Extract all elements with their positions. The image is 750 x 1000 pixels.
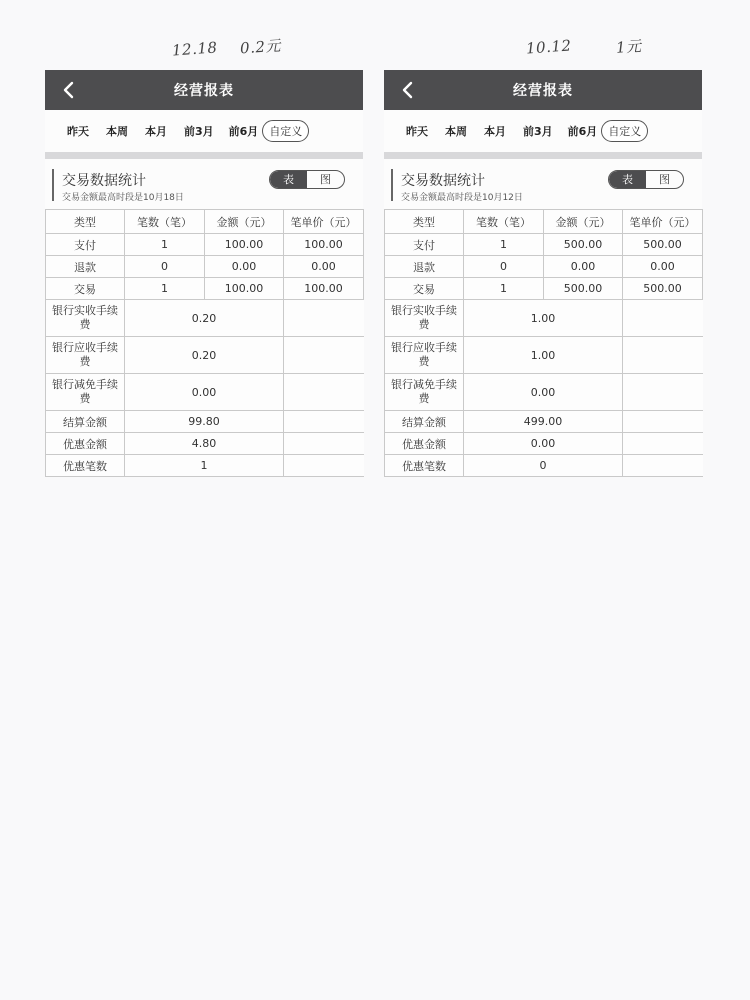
column-header: 笔数（笔）: [464, 210, 544, 234]
view-toggle: [608, 170, 684, 189]
table-row: [385, 256, 703, 278]
summary-value: 0.20: [125, 337, 284, 374]
row-unit-price: 500.00: [623, 234, 703, 256]
date-range-tabs: [384, 110, 702, 152]
back-arrow-icon[interactable]: [398, 80, 418, 100]
view-toggle: [269, 170, 345, 189]
row-amount: 100.00: [205, 234, 284, 256]
empty-cell: [284, 433, 364, 455]
summary-row: [46, 337, 364, 374]
summary-value: 0: [464, 455, 623, 477]
table-row: [385, 234, 703, 256]
summary-value: 499.00: [464, 411, 623, 433]
report-screen-left: [45, 70, 363, 477]
stats-table: [45, 209, 364, 477]
tab-yesterday[interactable]: 昨天: [67, 125, 89, 138]
table-row: [46, 234, 364, 256]
column-header: 类型: [385, 210, 464, 234]
table-row: [46, 256, 364, 278]
row-unit-price: 0.00: [623, 256, 703, 278]
row-count: 1: [125, 278, 205, 300]
summary-row: [46, 300, 364, 337]
summary-value: 99.80: [125, 411, 284, 433]
row-amount: 500.00: [544, 278, 623, 300]
summary-row: [385, 455, 703, 477]
column-header: 金额（元）: [205, 210, 284, 234]
app-header: [45, 70, 363, 110]
empty-cell: [623, 455, 703, 477]
tab-yesterday[interactable]: 昨天: [406, 125, 428, 138]
summary-label: 银行实收手续费: [46, 300, 125, 337]
tab-last-3-months[interactable]: 前3月: [184, 125, 214, 138]
summary-label: 结算金额: [385, 411, 464, 433]
row-type: 退款: [385, 256, 464, 278]
custom-range-button[interactable]: 自定义: [262, 120, 309, 142]
summary-value: 1.00: [464, 300, 623, 337]
row-amount: 100.00: [205, 278, 284, 300]
empty-cell: [623, 337, 703, 374]
table-row: [385, 278, 703, 300]
summary-row: [46, 374, 364, 411]
empty-cell: [284, 455, 364, 477]
stats-table: [384, 209, 703, 477]
table-header-row: [46, 210, 364, 234]
row-type: 支付: [385, 234, 464, 256]
tab-this-month[interactable]: 本月: [484, 125, 506, 138]
column-header: 笔单价（元）: [623, 210, 703, 234]
column-header: 笔单价（元）: [284, 210, 364, 234]
column-header: 类型: [46, 210, 125, 234]
summary-label: 结算金额: [46, 411, 125, 433]
section-subtitle: 交易金额最高时段是10月18日: [62, 193, 184, 203]
summary-row: [385, 374, 703, 411]
section-header: [384, 159, 702, 209]
summary-label: 银行应收手续费: [385, 337, 464, 374]
tab-last-3-months[interactable]: 前3月: [523, 125, 553, 138]
table-row: [46, 278, 364, 300]
summary-value: 0.00: [464, 374, 623, 411]
empty-cell: [284, 337, 364, 374]
handwritten-date-right: 10.12: [525, 36, 573, 58]
summary-row: [385, 433, 703, 455]
empty-cell: [284, 300, 364, 337]
toggle-chart-option[interactable]: 图: [320, 173, 331, 186]
summary-value: 0.20: [125, 300, 284, 337]
handwritten-amount-left: 0.2元: [239, 36, 282, 58]
column-header: 笔数（笔）: [125, 210, 205, 234]
tab-last-6-months[interactable]: 前6月: [228, 125, 259, 138]
section-divider: [384, 152, 702, 159]
summary-value: 0.00: [125, 374, 284, 411]
summary-label: 优惠笔数: [46, 455, 125, 477]
table-header-row: [385, 210, 703, 234]
summary-row: [46, 455, 364, 477]
row-unit-price: 500.00: [623, 278, 703, 300]
section-title: 交易数据统计: [401, 173, 485, 189]
summary-row: [385, 337, 703, 374]
row-type: 支付: [46, 234, 125, 256]
row-unit-price: 0.00: [284, 256, 364, 278]
section-header: [45, 159, 363, 209]
app-header: [384, 70, 702, 110]
summary-label: 银行实收手续费: [385, 300, 464, 337]
empty-cell: [284, 411, 364, 433]
tab-last-6-months[interactable]: 前6月: [567, 125, 598, 138]
empty-cell: [284, 374, 364, 411]
empty-cell: [623, 300, 703, 337]
accent-bar: [52, 169, 54, 201]
summary-label: 银行减免手续费: [385, 374, 464, 411]
summary-label: 优惠金额: [385, 433, 464, 455]
empty-cell: [623, 411, 703, 433]
summary-row: [46, 411, 364, 433]
toggle-chart-option[interactable]: 图: [659, 173, 670, 186]
summary-row: [385, 411, 703, 433]
toggle-table-option[interactable]: 表: [270, 171, 307, 188]
summary-label: 优惠笔数: [385, 455, 464, 477]
tab-this-week[interactable]: 本周: [445, 125, 467, 138]
summary-value: 1.00: [464, 337, 623, 374]
accent-bar: [391, 169, 393, 201]
row-type: 退款: [46, 256, 125, 278]
empty-cell: [623, 433, 703, 455]
row-amount: 0.00: [544, 256, 623, 278]
empty-cell: [623, 374, 703, 411]
tab-this-month[interactable]: 本月: [145, 125, 167, 138]
date-range-tabs: [45, 110, 363, 152]
page-title: 经营报表: [174, 83, 234, 99]
row-type: 交易: [385, 278, 464, 300]
row-count: 1: [464, 278, 544, 300]
column-header: 金额（元）: [544, 210, 623, 234]
summary-value: 4.80: [125, 433, 284, 455]
section-title: 交易数据统计: [62, 173, 146, 189]
summary-value: 0.00: [464, 433, 623, 455]
row-count: 1: [125, 234, 205, 256]
row-count: 1: [464, 234, 544, 256]
summary-value: 1: [125, 455, 284, 477]
handwritten-date-left: 12.18: [171, 38, 219, 60]
row-unit-price: 100.00: [284, 278, 364, 300]
summary-row: [46, 433, 364, 455]
summary-row: [385, 300, 703, 337]
section-divider: [45, 152, 363, 159]
report-screen-right: [384, 70, 702, 477]
row-type: 交易: [46, 278, 125, 300]
row-amount: 0.00: [205, 256, 284, 278]
row-amount: 500.00: [544, 234, 623, 256]
handwritten-amount-right: 1元: [615, 37, 643, 57]
row-count: 0: [125, 256, 205, 278]
row-unit-price: 100.00: [284, 234, 364, 256]
summary-label: 银行减免手续费: [46, 374, 125, 411]
back-arrow-icon[interactable]: [59, 80, 79, 100]
summary-label: 优惠金额: [46, 433, 125, 455]
row-count: 0: [464, 256, 544, 278]
summary-label: 银行应收手续费: [46, 337, 125, 374]
page-title: 经营报表: [513, 83, 573, 99]
custom-range-button[interactable]: 自定义: [601, 120, 648, 142]
toggle-table-option[interactable]: 表: [609, 171, 646, 188]
tab-this-week[interactable]: 本周: [106, 125, 128, 138]
section-subtitle: 交易金额最高时段是10月12日: [401, 193, 523, 203]
